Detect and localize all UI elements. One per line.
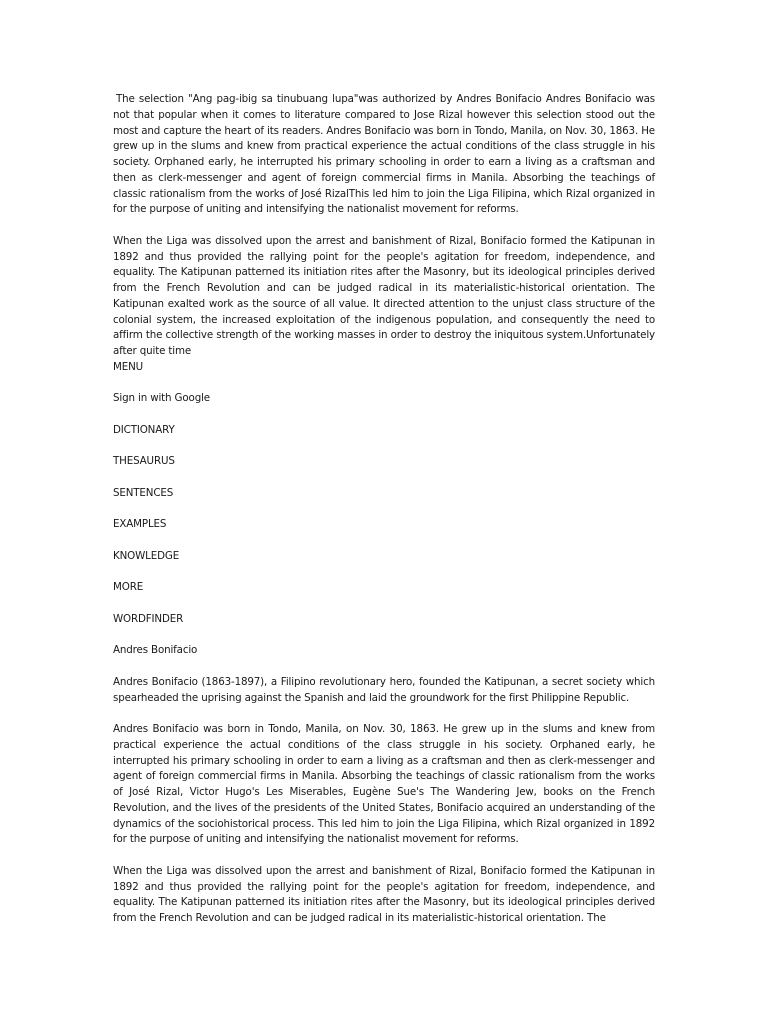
sign-in-with-google-link[interactable]: Sign in with Google xyxy=(113,392,210,405)
menu-item-more[interactable]: MORE xyxy=(113,581,144,594)
menu-item-wordfinder[interactable]: WORDFINDER xyxy=(113,612,184,625)
menu-item-sentences[interactable]: SENTENCES xyxy=(113,486,174,499)
menu-item-thesaurus[interactable]: THESAURUS xyxy=(113,455,175,468)
article-paragraph-2: Andres Bonifacio was born in Tondo, Manila, on Nov. 30, 1863. He grew up in the slums and knew from practical experience the actual conditions of the class struggle in his society. Orphaned early, he interrupted his primary schooling in order to earn a living as a craftsman and then as clerk-messenger and agent of foreign commercial firms in Manila. Absorbing the teachings of classic rationalism from the works of José Rizal, Victor Hugo's Les Miserables, Eugène Sue's The Wandering Jew, books on the French Revolution, and the lives of the presidents of the United States, Bonifacio acquired an understanding of the dynamics of the sociohistorical process. This led him to join the Liga Filipina, which Rizal organized in 1892 for the purpose of uniting and intensifying the nationalist movement for reforms. xyxy=(113,723,655,846)
menu-item-examples[interactable]: EXAMPLES xyxy=(113,518,167,531)
document-page xyxy=(113,92,655,927)
menu-item-dictionary[interactable]: DICTIONARY xyxy=(113,423,175,436)
menu-item-knowledge[interactable]: KNOWLEDGE xyxy=(113,549,180,562)
article-paragraph-3: When the Liga was dissolved upon the arrest and banishment of Rizal, Bonifacio formed the Katipunan in 1892 and thus provided the rallying point for the people's agitation for freedom, independence, and equality. The Katipunan patterned its initiation rites after the Masonry, but its ideological principles derived from the French Revolution and can be judged radical in its materialistic-historical orientation. The xyxy=(113,864,655,924)
paragraph-gap xyxy=(113,218,655,234)
article-paragraph-1: Andres Bonifacio (1863-1897), a Filipino revolutionary hero, founded the Katipunan, a secret society which spearheaded the uprising against the Spanish and laid the groundwork for the first Philippine Republic. xyxy=(113,675,655,704)
intro-paragraph-2: When the Liga was dissolved upon the arrest and banishment of Rizal, Bonifacio formed the Katipunan in 1892 and thus provided the rallying point for the people's agitation for freedom, independence, and equality. The Katipunan patterned its initiation rites after the Masonry, but its ideological principles derived from the French Revolution and can be judged radical in its materialistic-historical orientation. The Katipunan exalted work as the source of all value. It directed attention to the unjust class structure of the colonial system, the increased exploitation of the indigenous population, and consequently the need to affirm the collective strength of the working masses in order to destroy the iniquitous system.Unfortunately after quite time xyxy=(113,234,655,357)
menu-label[interactable]: MENU xyxy=(113,360,144,373)
article-heading: Andres Bonifacio xyxy=(113,644,198,657)
intro-paragraph-1: The selection "Ang pag-ibig sa tinubuang lupa"was authorized by Andres Bonifacio Andres Bonifacio was not that popular when it comes to literature compared to Jose Rizal however this selection stood out the most and capture the heart of its readers. Andres Bonifacio was born in Tondo, Manila, on Nov. 30, 1863. He grew up in the slums and knew from practical experience the actual conditions of the class struggle in his society. Orphaned early, he interrupted his primary schooling in order to earn a living as a craftsman and then as clerk-messenger and agent of foreign commercial firms in Manila. Absorbing the teachings of classic rationalism from the works of José RizalThis led him to join the Liga Filipina, which Rizal organized in for the purpose of uniting and intensifying the nationalist movement for reforms. xyxy=(113,93,655,216)
